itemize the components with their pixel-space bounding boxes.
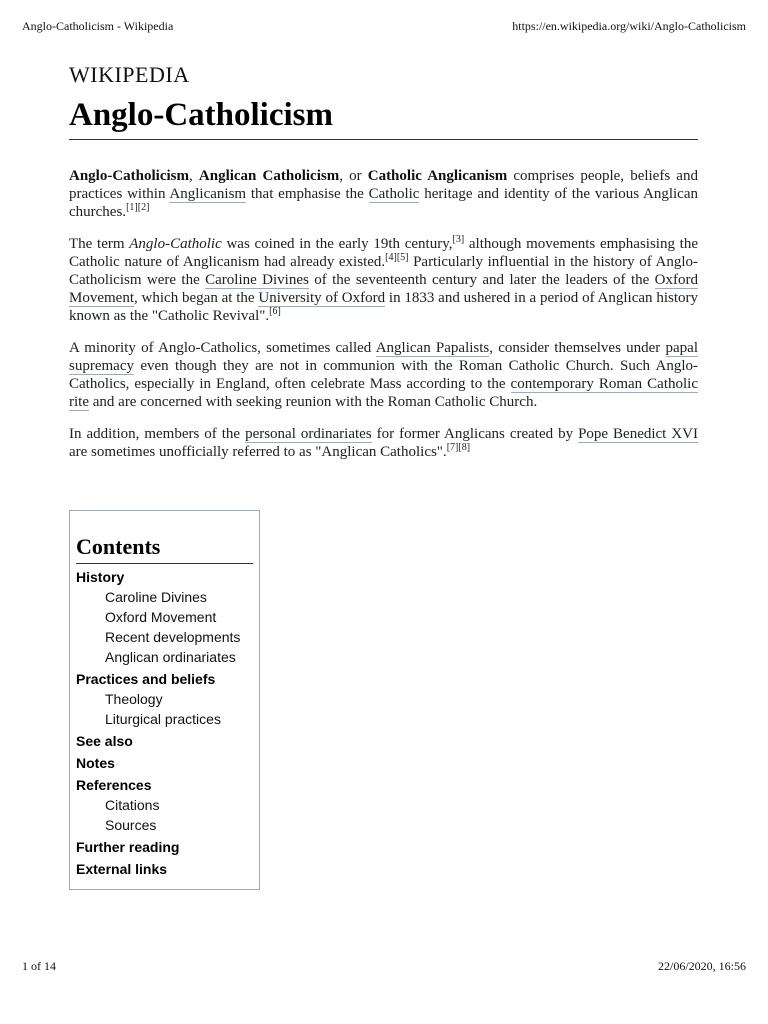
paragraph-ordinariates (69, 425, 698, 461)
link-anglicanism[interactable]: Anglicanism (169, 186, 247, 202)
text: even though they are not in communion with the Roman Catholic Church. Such Anglo-Catholics, especially in England, often celebrate Mass according to the (69, 358, 698, 392)
print-header-url: https://en.wikipedia.org/wiki/Anglo-Catholicism (512, 19, 746, 33)
link-university-of-oxford[interactable]: University of Oxford (258, 290, 386, 306)
text: although movements emphasising the Catholic nature of Anglicanism had already existed. (69, 236, 698, 270)
toc-section (76, 860, 253, 879)
text: , or (339, 168, 368, 184)
wikipedia-wordmark: WIKIPEDIA (69, 62, 190, 87)
print-header-title: Anglo-Catholicism - Wikipedia (22, 19, 174, 33)
text: comprises people, beliefs and practices within (69, 168, 698, 202)
link-papal-supremacy[interactable]: papal supremacy (69, 340, 698, 374)
article-body (69, 167, 698, 475)
toc-item-anglican-ordinariates[interactable]: Anglican ordinariates (105, 649, 236, 665)
bold-term: Anglican Catholicism (198, 168, 340, 184)
toc-item-liturgical-practices[interactable]: Liturgical practices (105, 711, 221, 727)
toc-item-recent-developments[interactable]: Recent developments (105, 629, 241, 645)
toc-section (76, 776, 253, 835)
citation-4[interactable]: [4] (385, 252, 397, 263)
text: , consider themselves under (489, 340, 666, 356)
text: are sometimes unofficially referred to as "Anglican Catholics". (69, 444, 447, 460)
toc-item-further-reading[interactable]: Further reading (76, 839, 180, 855)
print-header (22, 19, 746, 34)
toc-item-see-also[interactable]: See also (76, 733, 133, 749)
toc-item-caroline-divines[interactable]: Caroline Divines (105, 589, 207, 605)
toc-sublist (76, 689, 253, 729)
link-caroline-divines[interactable]: Caroline Divines (205, 272, 309, 288)
toc-section (76, 754, 253, 773)
link-personal-ordinariates[interactable]: personal ordinariates (245, 426, 372, 442)
citation-3[interactable]: [3] (452, 234, 465, 245)
toc-list (76, 568, 253, 879)
text: and are concerned with seeking reunion with the Roman Catholic Church. (89, 394, 538, 410)
bold-term: Catholic Anglicanism (367, 168, 508, 184)
bold-term: Anglo-Catholicism (69, 168, 189, 184)
toc-section (76, 568, 253, 667)
text: In addition, members of the (69, 426, 246, 442)
print-footer (22, 959, 746, 974)
paragraph-papalists (69, 339, 698, 411)
toc-sublist (76, 795, 253, 835)
link-catholic[interactable]: Catholic (368, 186, 420, 202)
text: was coined in the early 19th century, (221, 236, 453, 252)
paragraph-intro (69, 167, 698, 221)
paragraph-term (69, 235, 698, 325)
citation-8[interactable]: [8] (458, 442, 471, 453)
toc-item-practices-and-beliefs[interactable]: Practices and beliefs (76, 671, 216, 687)
toc-item-citations[interactable]: Citations (105, 797, 160, 813)
toc-item-oxford-movement[interactable]: Oxford Movement (105, 609, 217, 625)
toc-item-references[interactable]: References (76, 777, 152, 793)
citation-2[interactable]: [2] (137, 202, 150, 213)
citation-5[interactable]: [5] (396, 252, 409, 263)
toc-item-external-links[interactable]: External links (76, 861, 168, 877)
table-of-contents (69, 510, 260, 890)
page-title: Anglo-Catholicism (69, 95, 698, 140)
text: in 1833 and ushered in a period of Anglican history known as the "Catholic Revival". (69, 290, 699, 324)
toc-item-theology[interactable]: Theology (105, 691, 163, 707)
citation-6[interactable]: [6] (269, 306, 281, 317)
link-oxford-movement[interactable]: Oxford Movement (69, 272, 698, 306)
citation-7[interactable]: [7] (446, 442, 459, 453)
link-anglican-papalists[interactable]: Anglican Papalists (375, 340, 490, 356)
text: , (189, 168, 199, 184)
citation-1[interactable]: [1] (126, 202, 138, 213)
text: The term (69, 236, 130, 252)
toc-title: Contents (76, 533, 253, 564)
link-pope-benedict-xvi[interactable]: Pope Benedict XVI (578, 426, 698, 442)
text: Particularly influential in the history of Anglo-Catholicism were the (69, 254, 698, 288)
toc-section (76, 670, 253, 729)
toc-section (76, 838, 253, 857)
link-roman-catholic-rite[interactable]: contemporary Roman Catholic rite (69, 376, 699, 410)
text: A minority of Anglo-Catholics, sometimes called (69, 340, 376, 356)
text: for former Anglicans created by (371, 426, 579, 442)
toc-sublist (76, 587, 253, 667)
italic-term: Anglo-Catholic (129, 236, 222, 252)
toc-item-notes[interactable]: Notes (76, 755, 115, 771)
text: heritage and identity of the various Anglican churches. (69, 186, 698, 220)
print-datetime: 22/06/2020, 16:56 (657, 959, 746, 973)
toc-section (76, 732, 253, 751)
text: of the seventeenth century and later the leaders of the (308, 272, 655, 288)
toc-item-sources[interactable]: Sources (105, 817, 157, 833)
text: that emphasise the (246, 186, 369, 202)
text: , which began at the (134, 290, 259, 306)
page-count: 1 of 14 (22, 959, 56, 973)
toc-item-history[interactable]: History (76, 569, 125, 585)
